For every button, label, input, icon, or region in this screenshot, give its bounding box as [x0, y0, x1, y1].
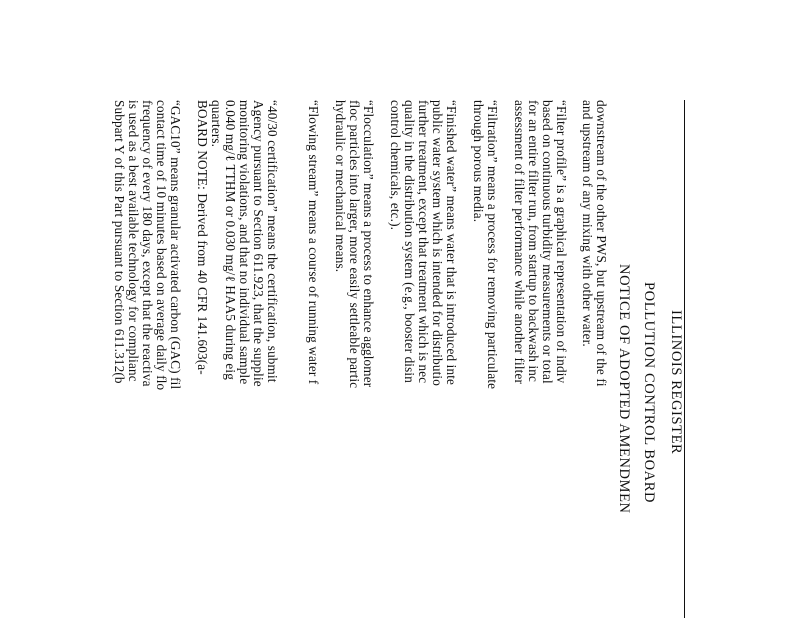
body-line: “Flocculation” means a process to enhance agglomer — [361, 100, 376, 388]
body-line: Agency pursuant to Section 611.923, that the supplie — [251, 100, 266, 387]
body-line: floc particles into larger, more easily settleable partic — [347, 100, 362, 389]
body-line: is used as a best available technology for complianc — [126, 100, 141, 382]
body-line: assessment of filter performance while another filter — [512, 100, 527, 385]
body-line: contact time of 10 minutes based on average daily flo — [154, 100, 169, 391]
board-title: POLLUTION CONTROL BOARD — [641, 282, 657, 504]
body-line: “Filtration” means a process for removing particulate — [485, 100, 500, 390]
body-line: “40/30 certification” means the certification, submit — [265, 100, 280, 383]
body-line: Subpart Y of this Part pursuant to Section 611.312(b — [112, 100, 127, 384]
body-line: control chemicals, etc.). — [388, 100, 403, 231]
body-line: frequency of every 180 days, except that the reactiva — [140, 100, 155, 387]
body-line: quarters. — [209, 100, 224, 148]
body-line: quality in the distribution system (e.g., booster disin — [402, 100, 417, 383]
rotated-document — [85, 100, 685, 618]
body-line: “Finished water” means water that is introduced inte — [444, 100, 459, 386]
body-line: monitoring violations, and that no individual sample — [237, 100, 252, 385]
body-line: for an entire filter run, from startup to backwash inc — [526, 100, 541, 383]
body-line: through porous media. — [471, 100, 486, 223]
body-line: based on continuous turbidity measurements or total — [540, 100, 555, 384]
body-line: “Flowing stream” means a course of running water f — [306, 100, 321, 385]
top-rule — [684, 100, 685, 618]
body-line: 0.040 mg/ℓ TTHM or 0.030 mg/ℓ HAA5 during eig — [223, 100, 238, 380]
body-line: “Filter profile” is a graphical representation of indiv — [554, 100, 569, 384]
body-line: and upstream of any mixing with other water. — [580, 100, 595, 347]
body-line: public water system which is intended for distributio — [430, 100, 445, 386]
register-title: ILLINOIS REGISTER — [668, 310, 684, 455]
body-line: further treatment, except that treatment which is nec — [416, 100, 431, 384]
body-line: “GAC10” means granular activated carbon (GAC) fil — [168, 100, 183, 390]
body-line: hydraulic or mechanical means. — [333, 100, 348, 273]
board-note: BOARD NOTE: Derived from 40 CFR 141.603(a- — [195, 100, 210, 375]
notice-title: NOTICE OF ADOPTED AMENDMEN — [616, 264, 632, 514]
body-line: downstream of the other PWS, but upstream of the fi — [594, 100, 609, 387]
